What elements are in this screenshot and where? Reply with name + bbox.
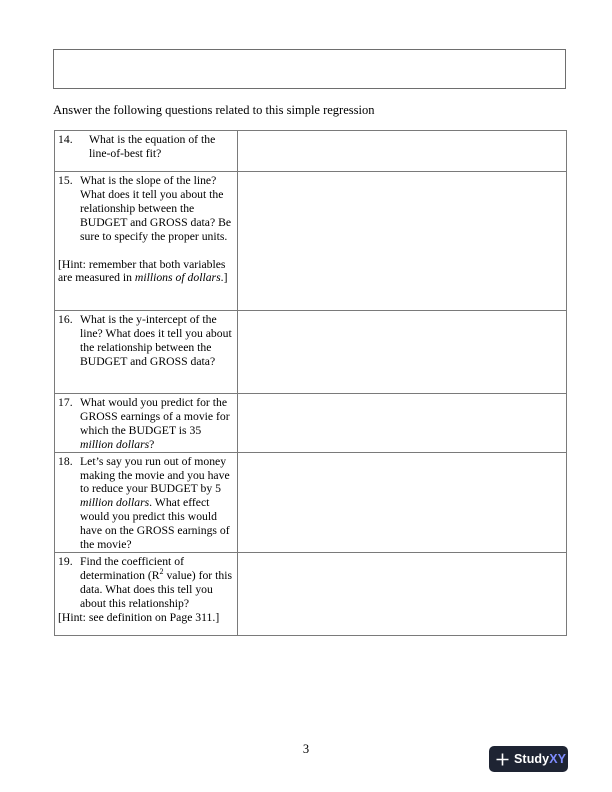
table-row [55, 452, 567, 552]
question-number: 15. [58, 174, 73, 187]
table-row [55, 552, 567, 635]
question-text: Let’s say you run out of money making the movie and you have to reduce your BUDGET by 5 million dollars. What effect would you predict this would have on the GROSS earnings of the movie? [80, 454, 230, 552]
question-number: 18. [58, 454, 73, 468]
table-row [55, 172, 567, 311]
intro-text: Answer the following questions related to this simple regression [53, 103, 375, 117]
hint-text: [Hint: see definition on Page 311.] [58, 610, 220, 624]
table-row [55, 394, 567, 453]
answer-box [53, 49, 566, 89]
question-cell [55, 131, 238, 172]
studyxy-badge[interactable] [489, 746, 568, 772]
answer-cell[interactable] [238, 131, 567, 172]
answer-cell[interactable] [238, 394, 567, 453]
question-text: What is the slope of the line? What does it tell you about the relationship between the BUDGET and GROSS data? Be sure to specify the proper units. [80, 174, 232, 243]
question-cell [55, 311, 238, 394]
questions-table [54, 130, 567, 636]
question-number: 19. [58, 554, 73, 568]
question-cell [55, 452, 238, 552]
answer-cell[interactable] [238, 172, 567, 311]
page-number: 3 [302, 742, 310, 756]
table-row [55, 131, 567, 172]
question-cell [55, 552, 238, 635]
answer-cell[interactable] [238, 552, 567, 635]
badge-label: StudyXY [514, 752, 567, 766]
question-number: 14. [58, 133, 73, 146]
question-text: What is the equation of the line-of-best fit? [89, 133, 216, 160]
question-number: 16. [58, 313, 73, 326]
question-text: What would you predict for the GROSS earnings of a movie for which the BUDGET is 35 million dollars? [80, 396, 230, 451]
question-text: Find the coefficient of determination ($R^2$ value) for this data. What does this tell you about this relationship? [80, 554, 233, 610]
question-number: 17. [58, 396, 73, 409]
answer-cell[interactable] [238, 452, 567, 552]
table-row [55, 311, 567, 394]
question-text: What is the y-intercept of the line? What does it tell you about the relationship between the BUDGET and GROSS data? [80, 313, 232, 368]
answer-cell[interactable] [238, 311, 567, 394]
question-cell [55, 394, 238, 453]
plus-cross-icon [496, 753, 509, 766]
question-cell [55, 172, 238, 311]
hint-text: [Hint: remember that both variables are measured in millions of dollars.] [58, 257, 228, 285]
